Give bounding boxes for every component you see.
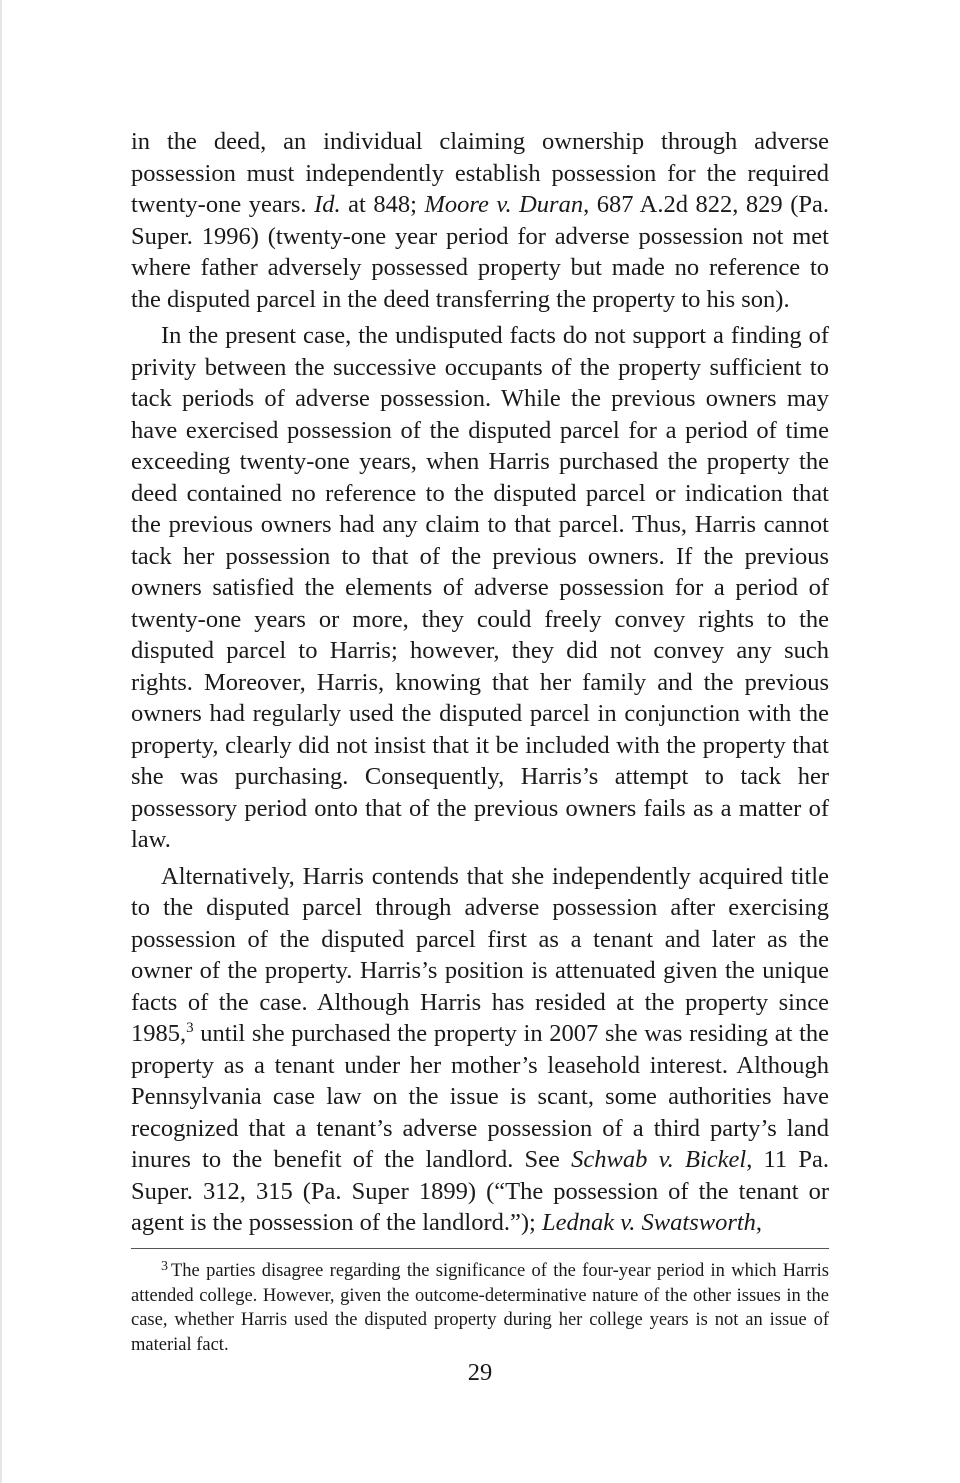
page-number: 29 [467, 1359, 493, 1386]
citation-moore-v-duran: Moore v. Duran [424, 191, 584, 218]
paragraph-3-text-c: , 11 Pa. Super. 312, 315 (Pa. Super 1899) (“The possession of the tenant or agent is the possession of the landlord.”); [131, 1146, 829, 1236]
footnote-reference: 3 [186, 1020, 194, 1036]
paragraph-3-text-d: , [755, 1209, 763, 1236]
paragraph-1-text-b: at 848; [340, 191, 425, 218]
paragraph-3-text-b: until she purchased the property in 2007 she was residing at the property as a tenant under her mother’s leasehold interest. Although Pennsylvania case law on the issue is scant, some authorities have recognized that a tenant’s adverse possession of a third party’s land inures to the benefit of the landlord. See [131, 1020, 829, 1173]
footnote [131, 1259, 829, 1357]
footnote-text: The parties disagree regarding the significance of the four-year period in which Harris attended college. However, given the outcome-determinative nature of the other issues in the case, whether Harris used the disputed property during her college years is not an issue of material fact. [131, 1261, 829, 1355]
citation-id: Id. [314, 191, 341, 218]
citation-lednak-v-swatsworth: Lednak v. Swatsworth [541, 1209, 756, 1236]
paragraph-1 [131, 126, 829, 315]
citation-schwab-v-bickel: Schwab v. Bickel [571, 1146, 747, 1173]
paragraph-1-text-a: in the deed, an individual claiming ownership through adverse possession must independently establish possession for the required twenty-one years. [131, 128, 829, 218]
body-text [131, 126, 829, 1244]
page-edge [0, 0, 2, 1483]
paragraph-2: In the present case, the undisputed facts do not support a finding of privity between the successive occupants of the property sufficient to tack periods of adverse possession. While the previous owners may have exercised possession of the disputed parcel for a period of time exceeding twenty-one years, when Harris purchased the property the deed contained no reference to the disputed parcel or indication that the previous owners had any claim to that parcel. Thus, Harris cannot tack her possession to that of the previous owners. If the previous owners satisfied the elements of adverse possession for a period of twenty-one years or more, they could freely convey rights to the disputed parcel to Harris; however, they did not convey any such rights. Moreover, Harris, knowing that her family and the previous owners had regularly used the disputed parcel in conjunction with the property, clearly did not insist that it be included with the property that she was purchasing. Consequently, Harris’s attempt to tack her possessory period onto that of the previous owners fails as a matter of law. [131, 322, 829, 853]
paragraph-3-text-a: Alternatively, Harris contends that she independently acquired title to the disputed parcel through adverse possession after exercising possession of the disputed parcel first as a tenant and later as the owner of the property. Harris’s position is attenuated given the unique facts of the case. Although Harris has resided at the property since 1985, [131, 862, 829, 1047]
footnote-number: 3 [161, 1259, 168, 1274]
paragraph-1-text-c: , 687 A.2d 822, 829 (Pa. Super. 1996) (twenty-one year period for adverse possession not met where father adversely possessed property but made no reference to the disputed parcel in the deed transferring the property to his son). [131, 191, 829, 313]
paragraph-3 [131, 861, 829, 1239]
footnote-divider [131, 1248, 829, 1249]
